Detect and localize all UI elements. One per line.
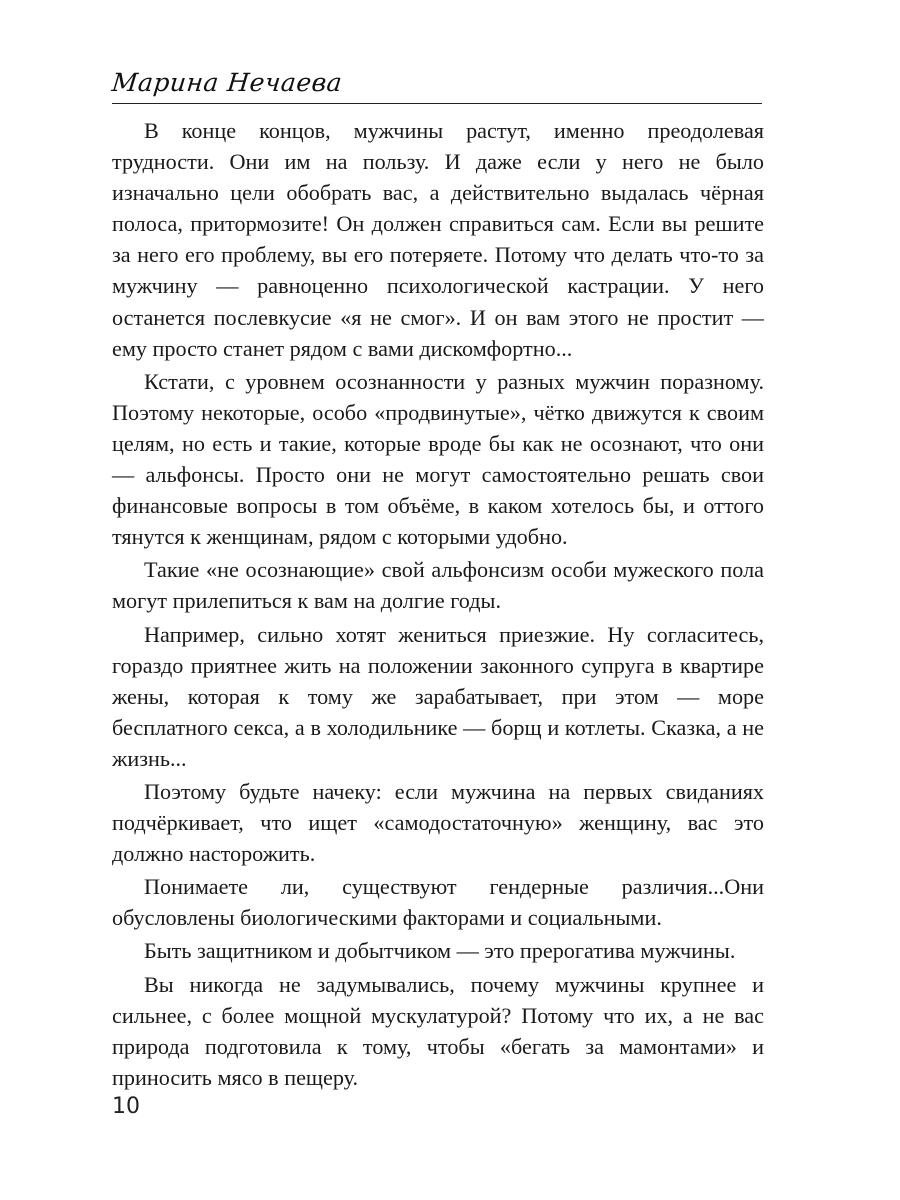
paragraph: Понимаете ли, существуют гендерные различия...Они обусловлены биологическими факторами и социальными. bbox=[112, 874, 764, 931]
paragraph: Такие «не осознающие» свой альфонсизм особи мужеского пола могут прилепиться к вам на долгие годы. bbox=[112, 557, 764, 614]
paragraph: Кстати, с уровнем осознанности у разных мужчин поразному. Поэтому некоторые, особо «продвинутые», чётко движутся к своим целям, но есть и такие, которые вроде бы как не осознают, что они — альфонсы. Просто они не могут самостоятельно решать свои финансовые вопросы в том объёме, в каком хотелось бы, и оттого тянутся к женщинам, рядом с которыми удобно. bbox=[112, 368, 764, 550]
header-rule bbox=[112, 103, 762, 104]
paragraph: Вы никогда не задумывались, почему мужчины крупнее и сильнее, с более мощной мускулатурой? Потому что их, а не вас природа подготовила к тому, чтобы «бегать за мамонтами» и приносить мясо в пещеру. bbox=[112, 971, 764, 1090]
paragraph: Быть защитником и добытчиком — это прерогатива мужчины. bbox=[144, 938, 736, 964]
paragraph: В конце концов, мужчины растут, именно преодолевая трудности. Они им на пользу. И даже если у него не было изначально цели обобрать вас, а действительно выдалась чёрная полоса, притормозите! Он должен справиться сам. Если вы решите за него его проблему, вы его потеряете. Потому что делать что-то за мужчину — равноценно психологической кастрации. У него останется послевкусие «я не смог». И он вам этого не простит — ему просто станет рядом с вами дискомфортно... bbox=[112, 118, 764, 361]
page-number: 10 bbox=[112, 1094, 140, 1119]
paragraph: Поэтому будьте начеку: если мужчина на первых свиданиях подчёркивает, что ищет «самодостаточную» женщину, вас это должно насторожить. bbox=[112, 778, 764, 867]
body-text bbox=[112, 115, 764, 1095]
paragraph: Например, сильно хотят жениться приезжие. Ну согласитесь, гораздо приятнее жить на положении законного супруга в квартире жены, которая к тому же зарабатывает, при этом — море бесплатного секса, а в холодильнике — борщ и котлеты. Сказка, а не жизнь... bbox=[112, 621, 764, 771]
running-head-author: Марина Нечаева bbox=[110, 68, 344, 97]
